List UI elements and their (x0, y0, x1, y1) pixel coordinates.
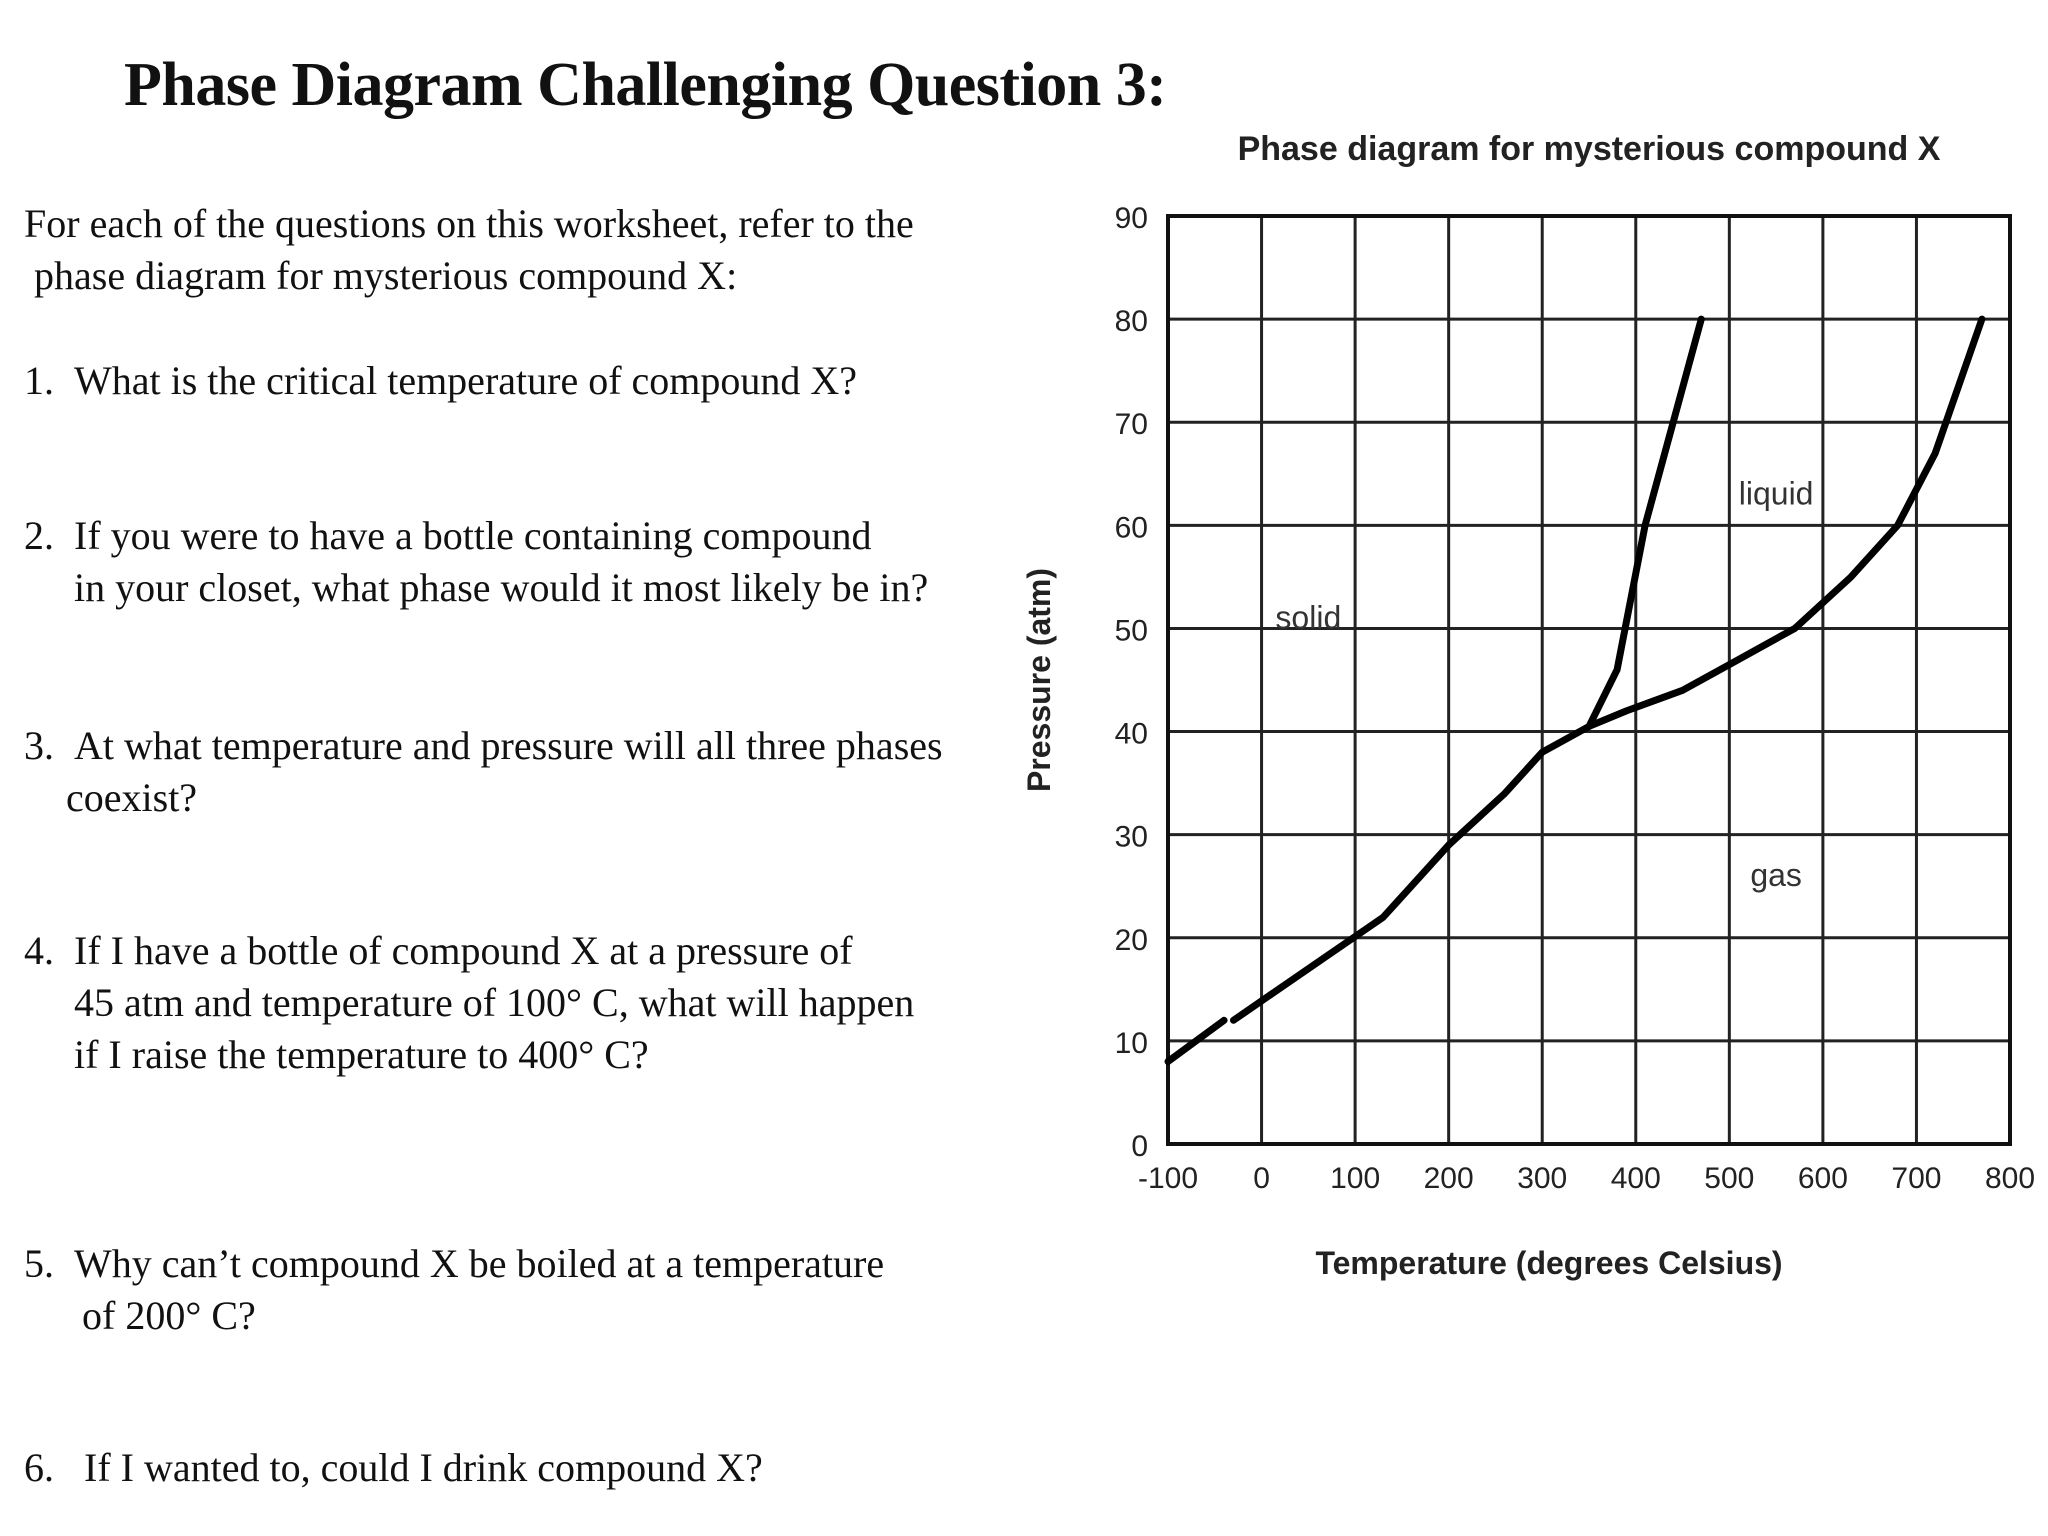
y-tick-label: 30 (1114, 820, 1148, 854)
y-tick-label: 70 (1114, 408, 1148, 442)
y-tick-label: 20 (1114, 923, 1148, 957)
phase-diagram-svg (1000, 110, 2040, 1310)
question-line: in your closet, what phase would it most likely be in? (74, 565, 929, 610)
x-tick-label: 800 (1984, 1162, 2036, 1195)
question-line: If I have a bottle of compound X at a pressure of (74, 928, 853, 973)
question-4 (24, 925, 1004, 1081)
x-tick-label: 0 (1253, 1162, 1270, 1195)
question-2 (24, 510, 1004, 614)
x-tick-label: 100 (1330, 1162, 1381, 1195)
y-tick-label: 60 (1114, 511, 1148, 545)
question-line: if I raise the temperature to 400° C? (74, 1032, 649, 1077)
question-line: 45 atm and temperature of 100° C, what will happen (74, 980, 915, 1025)
page-title: Phase Diagram Challenging Question 3: (124, 51, 1167, 119)
question-number: 5. (24, 1241, 54, 1286)
plot-frame (1168, 216, 2010, 1144)
y-tick-label: 80 (1114, 305, 1148, 339)
x-tick-label: 700 (1891, 1162, 1942, 1195)
x-tick-label: 500 (1704, 1162, 1755, 1195)
question-number: 1. (24, 358, 54, 403)
x-tick-label: 600 (1797, 1162, 1848, 1195)
phase-diagram-chart (1000, 110, 2040, 1310)
intro-line-2: phase diagram for mysterious compound X: (34, 253, 738, 298)
y-tick-label: 50 (1114, 614, 1148, 648)
question-number: 6. (24, 1445, 54, 1490)
question-1 (24, 355, 1004, 407)
region-label-gas: gas (1750, 857, 1802, 894)
question-number: 3. (24, 723, 54, 768)
question-line: of 200° C? (82, 1293, 256, 1338)
x-tick-label: 400 (1610, 1162, 1661, 1195)
question-line: At what temperature and pressure will all three phases (74, 723, 943, 768)
question-line: What is the critical temperature of compound X? (74, 358, 858, 403)
y-tick-label: 90 (1114, 202, 1148, 235)
x-tick-label: 300 (1517, 1162, 1568, 1195)
question-line: If you were to have a bottle containing compound (74, 513, 872, 558)
phase-boundary-line-2 (1234, 726, 1590, 1020)
y-tick-label: 40 (1114, 717, 1148, 751)
region-label-solid: solid (1275, 599, 1342, 636)
x-tick-label: 200 (1423, 1162, 1474, 1195)
y-axis-label: Pressure (atm) (1021, 567, 1057, 793)
chart-title: Phase diagram for mysterious compound X (1237, 130, 1941, 168)
y-tick-label: 10 (1114, 1026, 1148, 1060)
y-tick-label: 0 (1131, 1130, 1148, 1163)
question-6 (24, 1442, 1004, 1494)
question-number: 2. (24, 513, 54, 558)
intro-line-1: For each of the questions on this worksheet, refer to the (24, 201, 914, 246)
intro-text (24, 198, 984, 302)
question-5 (24, 1238, 1004, 1342)
phase-boundary-line-3 (1589, 319, 1701, 726)
region-label-liquid: liquid (1738, 475, 1814, 512)
question-number: 4. (24, 928, 54, 973)
question-line: coexist? (66, 775, 198, 820)
question-line: Why can’t compound X be boiled at a temperature (74, 1241, 885, 1286)
x-tick-label: -100 (1137, 1162, 1199, 1195)
question-line: If I wanted to, could I drink compound X? (84, 1445, 763, 1490)
question-3 (24, 720, 1004, 824)
x-axis-label: Temperature (degrees Celsius) (1315, 1245, 1783, 1281)
